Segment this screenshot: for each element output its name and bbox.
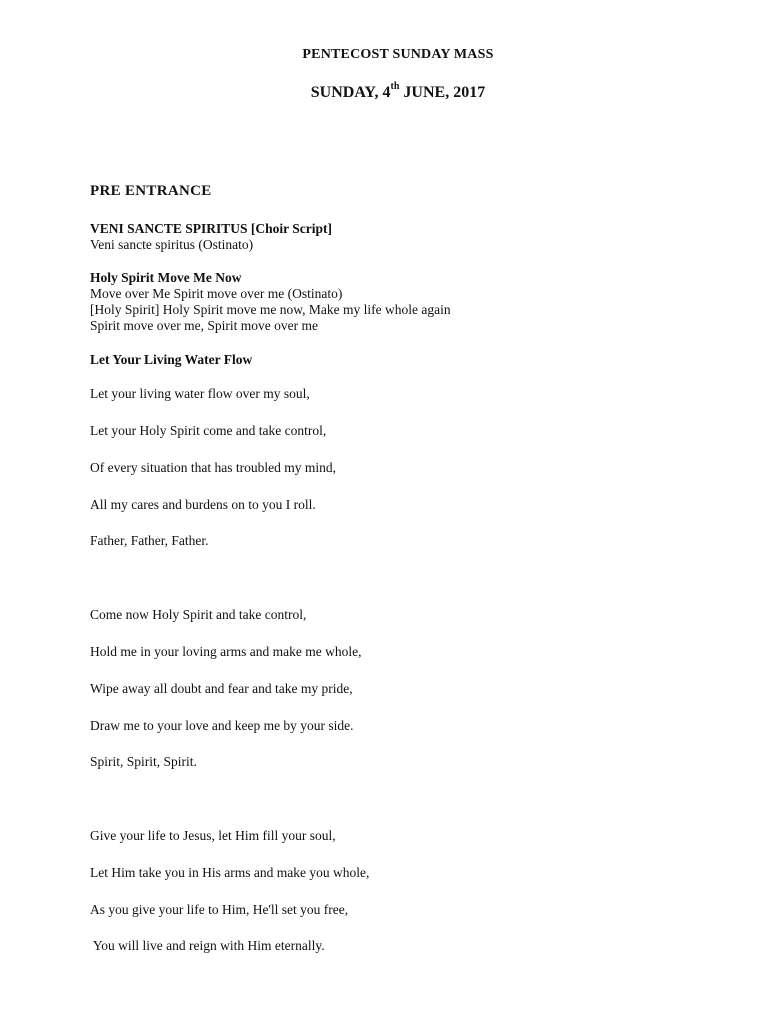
song-title: Let Your Living Water Flow [90, 352, 253, 367]
lyric-line: Come now Holy Spirit and take control, [90, 607, 307, 622]
song-title: Holy Spirit Move Me Now [90, 270, 242, 285]
lyric-line: Of every situation that has troubled my mind, [90, 460, 336, 475]
lyric-line: Spirit, Spirit, Spirit. [90, 754, 197, 769]
date-rest: JUNE, 2017 [399, 84, 486, 101]
song-line: Veni sancte spiritus (Ostinato) [90, 237, 254, 252]
lyric-line: Let your living water flow over my soul, [90, 386, 310, 401]
document-date [0, 81, 768, 102]
lyric-line: Wipe away all doubt and fear and take my pride, [90, 681, 353, 696]
section-heading: PRE ENTRANCE [90, 183, 212, 199]
song-line: Move over Me Spirit move over me (Ostinato) [90, 286, 343, 301]
date-day: SUNDAY, 4 [310, 84, 391, 101]
song-line: [Holy Spirit] Holy Spirit move me now, Make my life whole again [90, 302, 451, 317]
lyric-line: Draw me to your love and keep me by your side. [90, 718, 354, 733]
lyric-line: All my cares and burdens on to you I roll. [90, 497, 316, 512]
lyric-line: Let Him take you in His arms and make you whole, [90, 865, 370, 880]
lyric-line: Hold me in your loving arms and make me whole, [90, 644, 362, 659]
song-title: VENI SANCTE SPIRITUS [Choir Script] [90, 221, 333, 236]
document-title: PENTECOST SUNDAY MASS [302, 47, 494, 62]
date-suffix: th [390, 81, 400, 92]
song-line: Spirit move over me, Spirit move over me [90, 318, 318, 333]
lyric-line: Father, Father, Father. [90, 533, 209, 548]
lyric-line: You will live and reign with Him eternally. [90, 938, 325, 953]
lyric-line: Give your life to Jesus, let Him fill your soul, [90, 828, 336, 843]
lyric-line: As you give your life to Him, He'll set you free, [90, 902, 349, 917]
lyric-line: Let your Holy Spirit come and take control, [90, 423, 327, 438]
